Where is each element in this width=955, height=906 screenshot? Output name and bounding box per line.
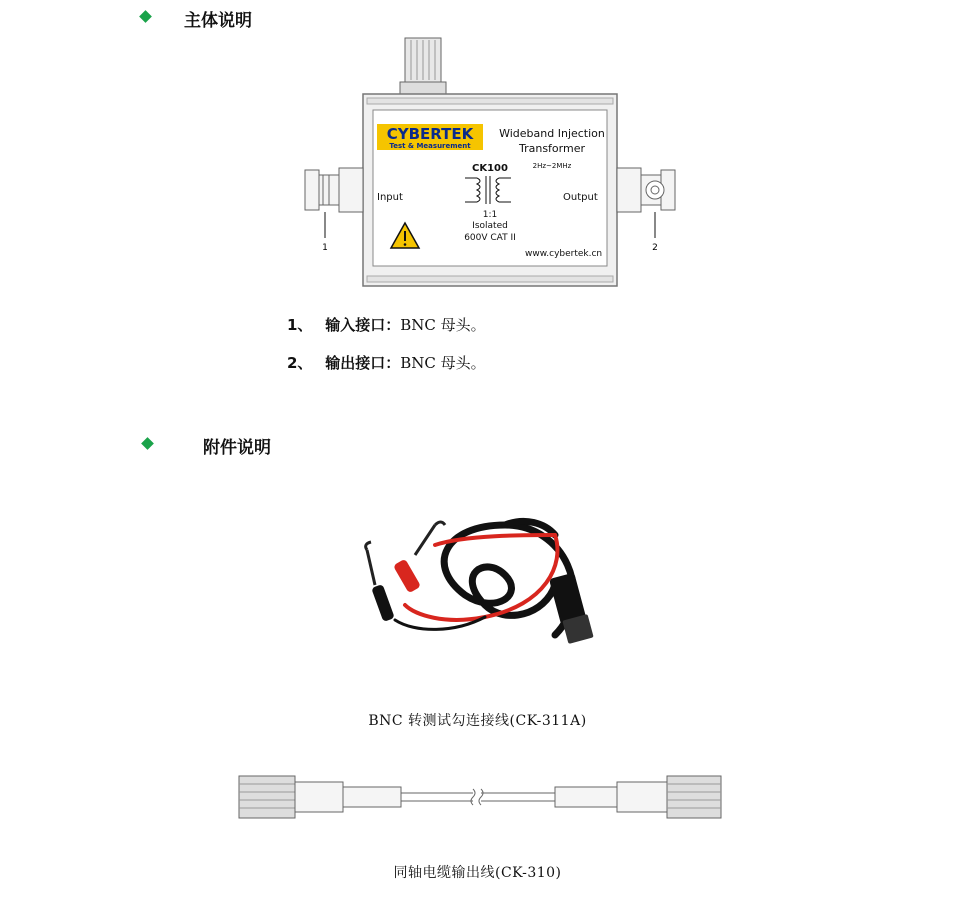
frequency-range: 2Hz~2MHz — [532, 162, 572, 170]
item-text: BNC 母头。 — [400, 354, 486, 372]
input-label: Input — [377, 192, 403, 203]
model-number: CK100 — [472, 163, 508, 174]
website-label: www.cybertek.cn — [525, 249, 603, 259]
device-title-line1: Wideband Injection — [499, 127, 605, 140]
bullet-diamond-icon — [139, 10, 152, 23]
rating-label: 600V CAT II — [464, 233, 516, 243]
input-bnc-connector — [305, 168, 363, 212]
device-title-line2: Transformer — [518, 142, 586, 155]
section-heading-main: 主体说明 — [184, 11, 252, 31]
accessory-caption: 同轴电缆输出线(CK-310) — [393, 865, 562, 881]
top-knob — [400, 38, 446, 94]
device-diagram — [295, 30, 695, 295]
output-bnc-connector — [617, 168, 675, 212]
item-number: 1、 — [287, 316, 313, 334]
red-test-hook-icon — [393, 522, 445, 593]
bnc-test-hook-cable-image — [355, 505, 615, 655]
item-number: 2、 — [287, 354, 313, 372]
callout-2: 2 — [652, 243, 658, 253]
brand-name: CYBERTEK — [386, 125, 474, 143]
list-item — [287, 352, 486, 373]
item-label: 输出接口： — [325, 354, 401, 372]
isolated-label: Isolated — [472, 221, 508, 231]
item-text: BNC 母头。 — [400, 316, 486, 334]
coaxial-cable-image — [237, 772, 725, 824]
output-label: Output — [563, 192, 598, 203]
brand-subtitle: Test & Measurement — [389, 142, 471, 150]
item-label: 输入接口： — [325, 316, 401, 334]
accessory-caption: BNC 转测试勾连接线(CK-311A) — [368, 713, 587, 729]
bullet-diamond-icon — [141, 437, 154, 450]
list-item — [287, 314, 486, 335]
callout-1: 1 — [322, 243, 328, 253]
ratio-label: 1:1 — [482, 210, 498, 220]
black-test-hook-icon — [366, 542, 395, 622]
section-heading-accessories: 附件说明 — [203, 438, 271, 458]
